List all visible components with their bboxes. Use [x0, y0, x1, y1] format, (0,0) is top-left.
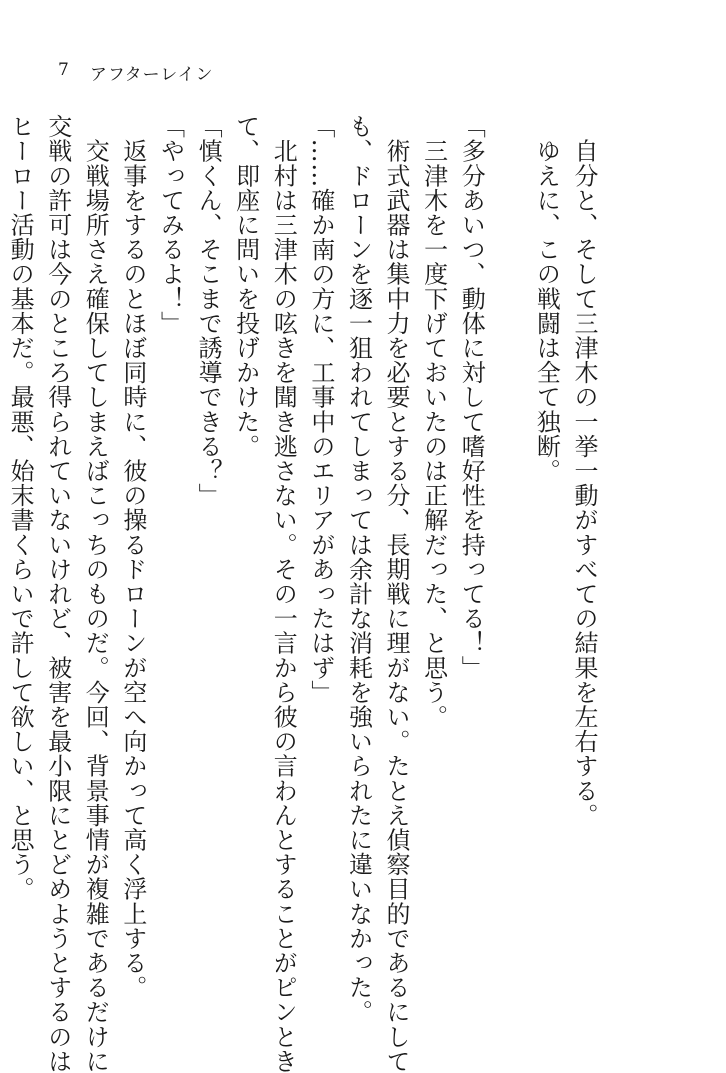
vertical-text-body: [1, 114, 603, 1073]
chapter-title: アフターレイン: [89, 65, 214, 85]
text-line-13: 交戦場所さえ確保してしまえばこっちのものだ。今回、背景事情が複雑であるだけに: [81, 114, 110, 1073]
text-line-14: 交戦の許可は今のところ得られていないけれど、被害を最小限にとどめようとするのは: [43, 114, 72, 1073]
text-line-9: て、即座に問いを投げかけた。: [231, 114, 260, 459]
text-line-1: 自分と、そして三津木の一挙一動がすべての結果を左右する。: [570, 114, 598, 828]
text-line-11: 「やってみるよ！」: [156, 114, 185, 336]
text-line-6: も、ドローンを逐一狙われてしまっては余計な消耗を強いられたに違いなかった。: [344, 114, 373, 1025]
text-line-2: ゆえに、この戦闘は全て独断。: [532, 114, 561, 483]
text-line-15: ヒーロー活動の基本だ。最悪、始末書くらいで許して欲しい、と思う。: [6, 114, 35, 902]
text-line-blank: [489, 114, 527, 944]
text-line-7: 「……確か南の方に、工事中のエリアがあったはず」: [306, 114, 335, 705]
running-head: [58, 60, 213, 85]
text-line-5: 術式武器は集中力を必要とする分、長期戦に理がない。たとえ偵察目的であるにして: [382, 114, 411, 1073]
text-line-12: 返事をするのとほぼ同時に、彼の操るドローンが空へ向かって高く浮上する。: [118, 114, 147, 1000]
text-line-10: 「慎くん、そこまで誘導できる？」: [194, 114, 223, 508]
text-line-3: 「多分あいつ、動体に対して嗜好性を持ってる！」: [457, 114, 486, 680]
text-line-8: 北村は三津木の呟きを聞き逃さない。その一言から彼の言わんとすることがピンとき: [269, 114, 298, 1073]
page-number: 7: [58, 60, 70, 80]
text-line-4: 三津木を一度下げておいたのは正解だった、と思う。: [419, 114, 448, 729]
